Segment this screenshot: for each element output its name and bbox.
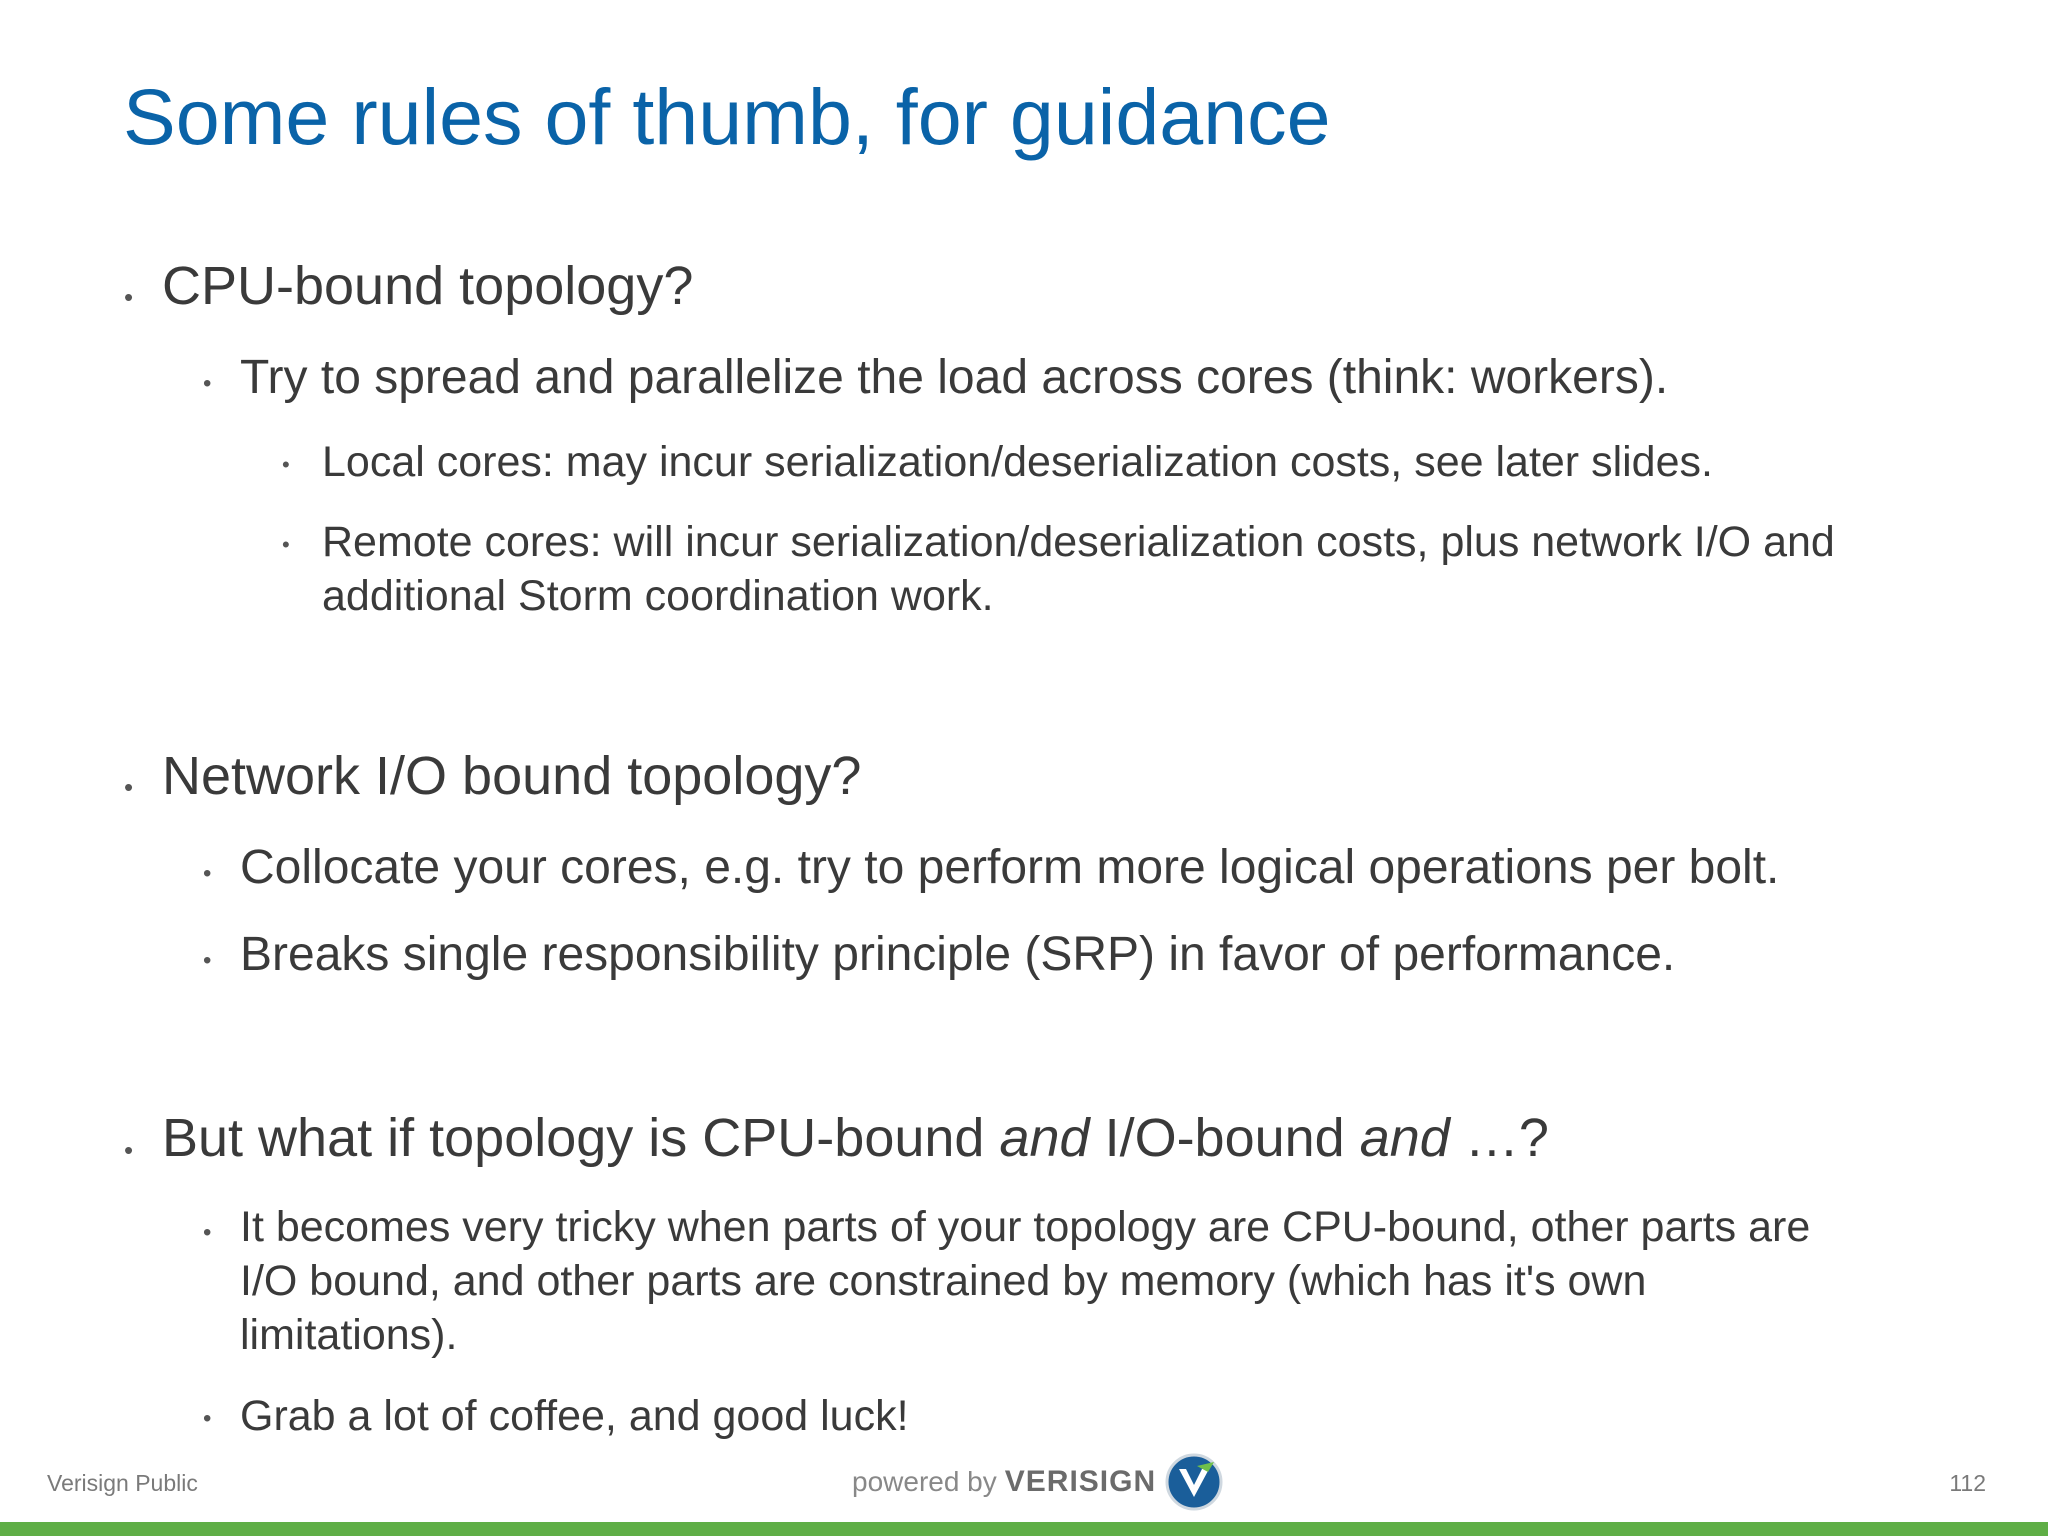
both-heading-part1: But what if topology is CPU-bound [162, 1108, 1000, 1168]
bullet-cpu-heading: CPU-bound topology? [162, 256, 694, 316]
bullet-both-sub1-line3: limitations). [240, 1311, 458, 1359]
bullet-both-sub1-line1: It becomes very tricky when parts of your topology are CPU-bound, other parts are [240, 1203, 1811, 1251]
bullet-cpu-sub1-a: Local cores: may incur serialization/deserialization costs, see later slides. [322, 438, 1713, 486]
bullet-cpu-sub1-b-line1: Remote cores: will incur serialization/deserialization costs, plus network I/O and [322, 518, 1835, 566]
powered-by-text: powered by [852, 1466, 997, 1497]
bullet-dot: • [282, 452, 290, 477]
footer-classification: Verisign Public [47, 1470, 198, 1496]
bullet-both-sub1-line2: I/O bound, and other parts are constrained by memory (which has it's own [240, 1257, 1647, 1305]
bullet-dot: • [124, 282, 134, 312]
slide-title: Some rules of thumb, for guidance [123, 72, 1331, 161]
bullet-cpu-sub1: Try to spread and parallelize the load across cores (think: workers). [240, 351, 1669, 404]
bullet-dot: • [203, 370, 212, 397]
bullet-both-sub2: Grab a lot of coffee, and good luck! [240, 1392, 909, 1440]
bullet-dot: • [124, 772, 134, 802]
bullet-both-heading [162, 1108, 1549, 1168]
both-heading-part3: …? [1449, 1108, 1549, 1168]
both-heading-emphasis-2: and [1359, 1108, 1450, 1168]
bullet-dot: • [282, 532, 290, 557]
bullet-dot: • [203, 860, 212, 887]
footer-bar [0, 1522, 2048, 1536]
bullet-cpu-sub1-b-line2: additional Storm coordination work. [322, 572, 994, 620]
both-heading-emphasis-1: and [999, 1108, 1090, 1168]
page-number: 112 [1949, 1470, 1986, 1496]
bullet-dot: • [203, 1219, 212, 1246]
bullet-net-sub1: Collocate your cores, e.g. try to perform more logical operations per bolt. [240, 841, 1780, 894]
powered-by-verisign [852, 1452, 1224, 1512]
bullet-dot: • [203, 947, 212, 974]
bullet-dot: • [124, 1135, 134, 1165]
both-heading-part2: I/O-bound [1089, 1108, 1360, 1168]
bullet-net-sub2: Breaks single responsibility principle (SRP) in favor of performance. [240, 928, 1676, 981]
bullet-net-heading: Network I/O bound topology? [162, 746, 862, 806]
verisign-logo-icon [1164, 1452, 1224, 1512]
bullet-dot: • [203, 1405, 212, 1432]
brand-name: VERISIGN [1004, 1465, 1157, 1498]
